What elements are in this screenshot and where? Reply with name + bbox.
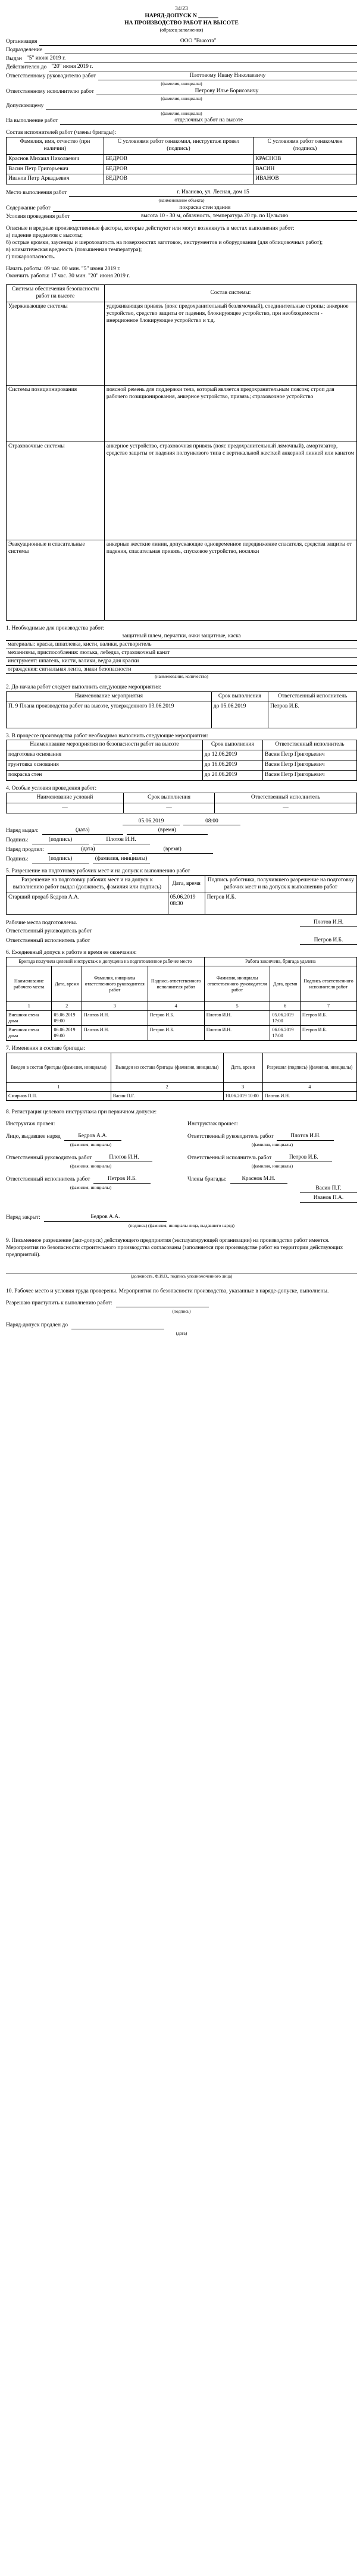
conditions-value: высота 10 - 30 м, облачность, температура 20 гр. по Цельсию	[72, 213, 357, 221]
workplace-ready-block	[6, 919, 357, 946]
member-name: Краснов М.Н.	[230, 1176, 287, 1184]
closed-value: Бедров А.А.	[44, 1214, 167, 1222]
admitter-value	[46, 103, 357, 110]
cell: 06.06.2019 09:00	[52, 1026, 82, 1041]
closed-section	[6, 1214, 357, 1228]
member-name: Иванов П.А.	[300, 1195, 357, 1203]
cell: покраска стен	[7, 771, 203, 781]
cell: Внешняя стена дома	[7, 1011, 52, 1026]
changes-section	[6, 1046, 357, 1101]
sub-header: Дата, время	[270, 966, 300, 1002]
hint: (фамилия, инициалы)	[70, 1141, 112, 1147]
table-row	[7, 1091, 357, 1100]
admitter-label: Допускающему	[6, 102, 44, 109]
form-note: (образец заполнения)	[159, 27, 204, 33]
resp-head-label: Ответственному руководителю работ	[6, 73, 96, 80]
place-hint: (наименование объекта)	[158, 198, 205, 204]
col-header: Дата, время	[223, 1053, 262, 1082]
briefing-title: 8. Регистрация целевого инструктажа при первичном допуске:	[6, 1109, 157, 1115]
issued-date-hint: (дата)	[42, 827, 123, 835]
col-num: 5	[204, 1002, 270, 1011]
col-header: Наименование мероприятия	[7, 691, 212, 702]
cell: Смирнов П.П.	[7, 1091, 111, 1100]
briefing-name: Плотов И.Н.	[95, 1154, 152, 1162]
final-hint: (дата)	[176, 1331, 187, 1336]
brigade-title: Состав исполнителей работ (члены бригады):	[6, 130, 117, 136]
issued-time: 08:00	[183, 818, 240, 826]
hint: (фамилия, инициалы)	[251, 1141, 293, 1147]
cell: Удерживающие системы	[7, 302, 105, 386]
place-row	[6, 189, 357, 197]
col-num: 3	[82, 1002, 148, 1011]
sub-header: Фамилия, инициалы ответственного руководителя работ	[82, 966, 148, 1002]
table-row	[7, 154, 357, 164]
sig-hint-2: (подпись)	[32, 856, 89, 863]
cell: БЕДРОВ	[104, 174, 254, 184]
content-value: покраска стен здания	[53, 205, 357, 212]
ready-label: Рабочие места подготовлены.	[6, 919, 77, 926]
issued-label: Выдан	[6, 55, 22, 62]
item10-section	[6, 1288, 357, 1314]
member-name: Васин П.Г.	[300, 1185, 357, 1193]
brigade-table	[6, 137, 357, 184]
members-label: Члены бригады:	[187, 1176, 227, 1183]
admitter-row	[6, 103, 357, 110]
dates-section	[6, 266, 357, 280]
place-label: Место выполнения работ	[6, 190, 67, 196]
document-number: 34/23	[175, 6, 188, 12]
changes-table	[6, 1053, 357, 1101]
cell: ИВАНОВ	[254, 174, 357, 184]
briefing-name: Плотов И.Н.	[277, 1133, 334, 1141]
org-row	[6, 38, 357, 46]
start-label: Начать работы:	[6, 265, 43, 272]
ext-date-hint: (дата)	[48, 846, 129, 854]
systems-header-type: Системы обеспечения безопасности работ на высоте	[7, 285, 105, 302]
dept-row	[6, 47, 357, 54]
briefing-role: Ответственный исполнитель работ	[6, 1176, 90, 1183]
during-work-title: 3. В процессе производства работ необходимо выполнить следующие мероприятия:	[6, 733, 208, 739]
cell: 06.06.2019 17:00	[270, 1026, 300, 1041]
admitter-hint: (фамилия, инициалы)	[161, 110, 202, 116]
content-label: Содержание работ	[6, 205, 51, 211]
end-value: 17 час. 30 мин. "20" июня 2019 г.	[51, 273, 130, 279]
permit-table	[6, 875, 357, 915]
materials-line: ограждения: сигнальная лента, знаки безопасности	[6, 666, 357, 674]
briefing-role: Ответственный исполнитель работ	[187, 1154, 272, 1161]
item9-hint: (должность, Ф.И.О., подпись уполномоченного лица)	[130, 1273, 233, 1279]
final-section	[6, 1322, 357, 1336]
work-to-label: На выполнение работ	[6, 118, 58, 124]
item9-section	[6, 1238, 357, 1279]
issued-date: 05.06.2019	[123, 818, 180, 826]
hint: (фамилия, инициалы)	[70, 1185, 112, 1190]
cell: 05.06.2019 17:00	[270, 1011, 300, 1026]
cell: Васин П.Г.	[111, 1091, 223, 1100]
table-row	[7, 442, 357, 540]
briefing-name: Петров И.Б.	[93, 1176, 151, 1184]
col-num: 4	[262, 1082, 356, 1091]
table-row	[7, 771, 357, 781]
briefing-name: Бедров А.А.	[64, 1133, 121, 1141]
item9-text: 9. Письменное разрешение (акт-допуск) действующего предприятия (эксплуатирующей организации) на производство работ имеется. Мероприятия по безопасности строительного производства согласованы (заполняется при производстве работ на территории действующих предприятий).	[6, 1238, 343, 1258]
issued-name: Плотов И.Н.	[93, 837, 150, 844]
cell: Петров И.Б.	[300, 1026, 356, 1041]
place-value: г. Иваново, ул. Лесная, дом 15	[69, 189, 357, 197]
table-row	[7, 760, 357, 771]
item9-line	[6, 1266, 357, 1273]
materials-title: 1. Необходимые для производства работ:	[6, 625, 105, 632]
name-hint-2: (фамилия, инициалы)	[93, 856, 150, 863]
table-row	[7, 750, 357, 760]
hazard-item: в) климатическая вредность (повышенная температура);	[6, 246, 142, 253]
cell: Петров И.Б.	[300, 1011, 356, 1026]
briefing-role: Ответственный руководитель работ	[187, 1133, 274, 1140]
issued-value: "5" июня 2019 г.	[24, 55, 357, 63]
table-row	[7, 1026, 357, 1041]
sub-header: Подпись ответственного исполнителя работ	[148, 966, 204, 1002]
org-label: Организация	[6, 38, 37, 45]
issued-time-hint: (время)	[127, 827, 208, 835]
cell: Петров И.Б.	[205, 893, 356, 914]
item10-label: Разрешаю приступить к выполнению работ:	[6, 1300, 112, 1306]
daily-table	[6, 957, 357, 1041]
table-row	[7, 386, 357, 442]
permit-section	[6, 868, 357, 915]
briefing-role: Лицо, выдавшее наряд	[6, 1133, 61, 1140]
before-work-title: 2. До начала работ следует выполнить следующие мероприятия:	[6, 684, 161, 690]
resp-exec-label: Ответственному исполнителю работ	[6, 88, 94, 95]
resp-exec-hint: (фамилия, инициалы)	[161, 96, 202, 102]
cell: до 16.06.2019	[202, 760, 262, 771]
materials-line: материалы: краска, шпатлевка, кисти, валики, растворитель	[6, 641, 357, 649]
signed-label-2: Подпись:	[6, 856, 29, 862]
brigade-section	[6, 130, 357, 184]
before-work-table	[6, 691, 357, 728]
col-header: Срок выполнения	[202, 740, 262, 750]
issued-sign-block	[6, 818, 357, 863]
table-row	[7, 302, 357, 386]
resp-exec-row	[6, 88, 357, 96]
work-to-row	[6, 117, 357, 125]
materials-line: инструмент: шпатель, кисти, валики, ведра для краски	[6, 658, 357, 666]
cell: Старший прораб Бедров А.А.	[7, 893, 168, 914]
cell: Васин Петр Григорьевич	[262, 750, 356, 760]
systems-table	[6, 284, 357, 621]
conditions-row	[6, 213, 357, 221]
cell: Страховочные системы	[7, 442, 105, 540]
org-value: ООО "Высота"	[39, 38, 357, 46]
col-header: Подпись работника, получившего разрешение на подготовку рабочих мест и на допуск к выполнению работ	[205, 875, 356, 893]
during-work-section	[6, 733, 357, 781]
issued-row	[6, 55, 357, 63]
col-header: Дата, время	[168, 875, 205, 893]
table-row	[7, 540, 357, 621]
col-header: Ответственный исполнитель	[215, 793, 357, 803]
valid-row	[6, 64, 357, 71]
sub-header: Фамилия, инициалы ответственного руководителя работ	[204, 966, 270, 1002]
col-header: Бригада получила целевой инструктаж и допущена на подготовленное рабочее место	[7, 957, 205, 966]
permit-title: 5. Разрешение на подготовку рабочих мест и на допуск к выполнению работ	[6, 868, 190, 874]
briefing-section	[6, 1109, 357, 1204]
cell: П. 9 Плана производства работ на высоте, утвержденного 03.06.2019	[7, 702, 212, 728]
systems-header-composition: Состав системы:	[104, 285, 356, 302]
special-title: 4. Особые условия проведения работ:	[6, 785, 97, 791]
cell: удерживающая привязь (пояс предохранительный безлямочный), соединительные стропы; анкерное устройство, средство защиты от падения, блокирующее устройство, при необходимости - инерционное блокирующее устройство и т.д.	[104, 302, 356, 386]
signed-label: Подпись:	[6, 837, 29, 844]
valid-label: Действителен до	[6, 64, 47, 71]
hazard-item: б) острые кромки, заусенцы и шероховатость на поверхностях заготовок, инструментов и оборудования (для облицовочных работ);	[6, 240, 323, 246]
cell: Плотов И.Н.	[204, 1011, 270, 1026]
item10-hint: (подпись)	[172, 1308, 191, 1314]
cell: БЕДРОВ	[104, 164, 254, 174]
sig-hint: (подпись)	[32, 837, 89, 844]
document-subtitle: НА ПРОИЗВОДСТВО РАБОТ НА ВЫСОТЕ	[124, 20, 239, 26]
permit-document	[6, 0, 357, 1336]
special-table	[6, 793, 357, 813]
cell: грунтовка основания	[7, 760, 203, 771]
cell: Краснов Михаил Николаевич	[7, 154, 104, 164]
brigade-header-instructor: С условиями работ ознакомил, инструктаж провел (подпись)	[104, 137, 254, 154]
col-header: Срок выполнения	[124, 793, 215, 803]
materials-line: защитный шлем, перчатки, очки защитные, каска	[6, 633, 357, 641]
issued-label: Наряд выдал:	[6, 828, 39, 834]
table-row	[7, 174, 357, 184]
document-header	[6, 6, 357, 33]
document-title: НАРЯД-ДОПУСК N _______	[145, 12, 218, 19]
daily-title: 6. Ежедневный допуск к работе и время ее окончания:	[6, 950, 137, 956]
briefing-right	[187, 1121, 357, 1204]
col-header: Разрешил (подпись) (фамилия, инициалы)	[262, 1053, 356, 1082]
col-header: Выведен из состава бригады (фамилия, инициалы)	[111, 1053, 223, 1082]
col-header: Наименование условий	[7, 793, 124, 803]
col-num: 7	[300, 1002, 356, 1011]
col-num: 3	[223, 1082, 262, 1091]
cell: до 05.06.2019	[211, 702, 268, 728]
col-num: 1	[7, 1082, 111, 1091]
cell: Системы позиционирования	[7, 386, 105, 442]
cell: —	[124, 803, 215, 813]
materials-section	[6, 625, 357, 680]
daily-section	[6, 950, 357, 1041]
col-header: Введен в состав бригады (фамилия, инициалы)	[7, 1053, 111, 1082]
cell: 05.06.2019 08:30	[168, 893, 205, 914]
resp-head-value: Плотовому Ивану Николаевичу	[98, 73, 357, 80]
hazard-item: а) падение предметов с высоты;	[6, 233, 83, 239]
col-num: 6	[270, 1002, 300, 1011]
cell: БЕДРОВ	[104, 154, 254, 164]
cell: до 20.06.2019	[202, 771, 262, 781]
briefing-columns	[6, 1121, 357, 1204]
work-to-value: отделочных работ на высоте	[60, 117, 357, 125]
col-num: 2	[52, 1002, 82, 1011]
cell: Плотов И.Н.	[204, 1026, 270, 1041]
materials-line: механизмы, приспособления: люлька, лебедка, страховочный канат	[6, 650, 357, 658]
cell: Иванов Петр Аркадьевич	[7, 174, 104, 184]
briefing-name: Петров И.Б.	[275, 1154, 332, 1162]
table-row	[7, 164, 357, 174]
col-header: Работа закончена, бригада удалена	[204, 957, 356, 966]
col-header: Ответственный исполнитель	[268, 691, 357, 702]
cell: анкерные жесткие линии, допускающие одновременное передвижение спасателя, средства защиты от падения, спасательная привязь, спусковое устройство, носилки	[104, 540, 356, 621]
hint: (фамилия, инициалы)	[70, 1163, 112, 1169]
cell: Васин Петр Григорьевич	[7, 164, 104, 174]
item10-text: 10. Рабочее место и условия труда проверены. Мероприятия по безопасности производства, указанные в наряде-допуске, выполнены.	[6, 1288, 329, 1294]
cell: Эвакуационные и спасательные системы	[7, 540, 105, 621]
briefing-right-head: Инструктаж прошел:	[187, 1120, 239, 1127]
hazard-item: г) пожароопасность.	[6, 253, 55, 260]
changes-title: 7. Изменения в составе бригады:	[6, 1046, 85, 1051]
final-label: Наряд-допуск продлен до	[6, 1322, 68, 1329]
before-work-section	[6, 684, 357, 728]
ready-exec-label: Ответственный исполнитель работ	[6, 938, 90, 944]
ready-exec-name: Петров И.Б.	[300, 937, 357, 945]
cell: ВАСИН	[254, 164, 357, 174]
cell: Плотов И.Н.	[82, 1026, 148, 1041]
hazards-title: Опасные и вредные производственные факторы, которые действуют или могут возникнуть в местах выполнения работ:	[6, 226, 295, 232]
cell: Петров И.Б.	[148, 1026, 204, 1041]
hazards-section	[6, 226, 357, 261]
col-header: Срок выполнения	[211, 691, 268, 702]
resp-exec-value: Петрову Илье Борисовичу	[96, 88, 357, 96]
cell: Васин Петр Григорьевич	[262, 771, 356, 781]
resp-head-row	[6, 73, 357, 80]
table-row	[7, 893, 357, 914]
materials-hint: (наименование, количество)	[155, 674, 208, 680]
col-header: Наименование мероприятия по безопасности работ на высоте	[7, 740, 203, 750]
cell: до 12.06.2019	[202, 750, 262, 760]
closed-hint: (подпись) (фамилия, инициалы лица, выдавшего наряд)	[128, 1222, 235, 1228]
cell: Васин Петр Григорьевич	[262, 760, 356, 771]
brigade-header-acquainted: С условиями работ ознакомлен (подпись)	[254, 137, 357, 154]
table-row	[7, 1011, 357, 1026]
ext-time-hint: (время)	[132, 846, 213, 854]
briefing-left	[6, 1121, 176, 1204]
brigade-header-name: Фамилия, имя, отчество (при наличии)	[7, 137, 104, 154]
cell: Петров И.Б.	[148, 1011, 204, 1026]
closed-label: Наряд закрыт:	[6, 1214, 40, 1220]
special-section	[6, 785, 357, 813]
col-num: 4	[148, 1002, 204, 1011]
ready-head-label: Ответственный руководитель работ	[6, 928, 92, 935]
cell: Плотов И.Н.	[262, 1091, 356, 1100]
hint: (фамилия, инициалы)	[251, 1163, 293, 1169]
cell: —	[7, 803, 124, 813]
end-label: Окончить работы:	[6, 273, 50, 279]
ready-head-name: Плотов И.Н.	[300, 919, 357, 927]
systems-section	[6, 284, 357, 621]
cell: КРАСНОВ	[254, 154, 357, 164]
extended-label: Наряд продлил:	[6, 847, 44, 853]
table-row	[7, 803, 357, 813]
dept-label: Подразделение	[6, 46, 43, 53]
dept-value	[45, 47, 357, 54]
cell: —	[215, 803, 357, 813]
col-header: Ответственный исполнитель	[262, 740, 356, 750]
briefing-role: Ответственный руководитель работ	[6, 1154, 92, 1161]
col-num: 2	[111, 1082, 223, 1091]
sub-header: Подпись ответственного исполнителя работ	[300, 966, 356, 1002]
col-header: Разрешение на подготовку рабочих мест и на допуск к выполнению работ выдал (должность, фамилия или подпись)	[7, 875, 168, 893]
sub-header: Наименование рабочего места	[7, 966, 52, 1002]
content-row	[6, 205, 357, 212]
cell: подготовка основания	[7, 750, 203, 760]
during-work-table	[6, 740, 357, 781]
valid-value: "20" июня 2019 г.	[49, 64, 357, 71]
cell: Внешняя стена дома	[7, 1026, 52, 1041]
cell: Плотов И.Н.	[82, 1011, 148, 1026]
conditions-label: Условия проведения работ	[6, 214, 70, 220]
cell: 05.06.2019 09:00	[52, 1011, 82, 1026]
resp-head-hint: (фамилия, инициалы)	[161, 81, 202, 87]
start-value: 09 час. 00 мин. "5" июня 2019 г.	[44, 265, 121, 272]
cell: 10.06.2019 10:00	[223, 1091, 262, 1100]
sub-header: Дата, время	[52, 966, 82, 1002]
cell: поясной ремень для поддержки тела, который является предохранительным поясом; строп для рабочего позиционирования, анкерное устройство, привязь; страховочное устройство	[104, 386, 356, 442]
cell: Петров И.Б.	[268, 702, 357, 728]
cell: анкерное устройство, страховочная привязь (пояс предохранительный лямочный), амортизатор, средство защиты от падения ползункового типа с вертикальной жесткой анкерной линией или канатом	[104, 442, 356, 540]
col-num: 1	[7, 1002, 52, 1011]
table-row	[7, 702, 357, 728]
briefing-left-head: Инструктаж провел:	[6, 1120, 55, 1127]
